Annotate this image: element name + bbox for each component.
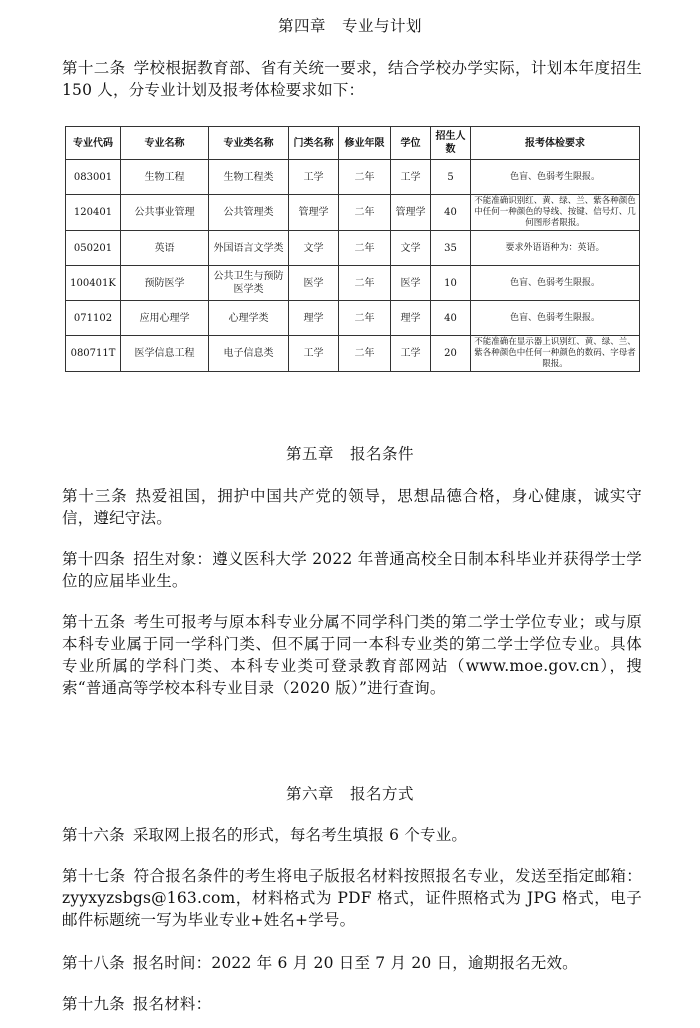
cell-years: 二年 bbox=[339, 266, 391, 301]
article17-text: 符合报名条件的考生将电子版报名材料按照报名专业，发送至指定邮箱：zyyxyzsbgs@163.com，材料格式为 PDF 格式，证件照格式为 JPG 格式，电子邮件标题统一写为毕业专业+姓名+学号。 bbox=[62, 867, 642, 929]
cell-code: 071102 bbox=[66, 301, 121, 336]
article15-label: 第十五条 bbox=[62, 613, 126, 631]
cell-years: 二年 bbox=[339, 195, 391, 231]
article18 bbox=[62, 952, 642, 974]
cell-name: 公共事业管理 bbox=[121, 195, 209, 231]
article19 bbox=[62, 993, 642, 1015]
chapter5-heading: 第五章 报名条件 bbox=[285, 445, 414, 463]
article12-label: 第十二条 bbox=[62, 59, 126, 77]
table-row bbox=[66, 301, 640, 336]
table-row bbox=[66, 160, 640, 195]
table-header-row bbox=[66, 127, 640, 160]
cell-discipline: 医学 bbox=[289, 266, 339, 301]
article14 bbox=[62, 548, 642, 592]
article17 bbox=[62, 865, 642, 931]
cell-code: 050201 bbox=[66, 231, 121, 266]
article17-label: 第十七条 bbox=[62, 867, 126, 885]
cell-category: 心理学类 bbox=[209, 301, 289, 336]
header-category: 专业类名称 bbox=[209, 127, 289, 160]
cell-degree: 医学 bbox=[391, 266, 431, 301]
cell-discipline: 工学 bbox=[289, 160, 339, 195]
article13-text: 热爱祖国，拥护中国共产党的领导，思想品德合格，身心健康，诚实守信，遵纪守法。 bbox=[62, 487, 642, 527]
article18-label: 第十八条 bbox=[62, 954, 125, 972]
cell-requirements: 不能准确识别红、黄、绿、兰、紫各种颜色中任何一种颜色的导线、按键、信号灯、几何图形者限报。 bbox=[471, 195, 640, 231]
cell-requirements: 色盲、色弱考生限报。 bbox=[471, 301, 640, 336]
cell-name: 英语 bbox=[121, 231, 209, 266]
article12 bbox=[62, 57, 642, 101]
article12-text: 学校根据教育部、省有关统一要求，结合学校办学实际，计划本年度招生 150 人，分专业计划及报考体检要求如下： bbox=[62, 59, 642, 99]
cell-quota: 5 bbox=[431, 160, 471, 195]
cell-quota: 40 bbox=[431, 195, 471, 231]
article15 bbox=[62, 611, 642, 699]
cell-category: 电子信息类 bbox=[209, 336, 289, 372]
cell-category: 公共管理类 bbox=[209, 195, 289, 231]
header-quota: 招生人数 bbox=[431, 127, 471, 160]
article14-label: 第十四条 bbox=[62, 550, 126, 568]
cell-code: 080711T bbox=[66, 336, 121, 372]
cell-degree: 工学 bbox=[391, 336, 431, 372]
cell-requirements: 要求外语语种为：英语。 bbox=[471, 231, 640, 266]
chapter6-heading: 第六章 报名方式 bbox=[285, 785, 414, 803]
header-degree: 学位 bbox=[391, 127, 431, 160]
article19-text: 报名材料： bbox=[132, 995, 212, 1013]
table-row bbox=[66, 336, 640, 372]
cell-name: 预防医学 bbox=[121, 266, 209, 301]
article14-text: 招生对象：遵义医科大学 2022 年普通高校全日制本科毕业并获得学士学位的应届毕业生。 bbox=[62, 550, 642, 590]
article16-label: 第十六条 bbox=[62, 826, 125, 844]
cell-years: 二年 bbox=[339, 336, 391, 372]
cell-code: 083001 bbox=[66, 160, 121, 195]
cell-code: 100401K bbox=[66, 266, 121, 301]
cell-requirements: 不能准确在显示器上识别红、黄、绿、兰、紫各种颜色中任何一种颜色的数码、字母者限报。 bbox=[471, 336, 640, 372]
cell-discipline: 文学 bbox=[289, 231, 339, 266]
cell-degree: 理学 bbox=[391, 301, 431, 336]
article15-text: 考生可报考与原本科专业分属不同学科门类的第二学士学位专业；或与原本科专业属于同一学科门类、但不属于同一本科专业类的第二学士学位专业。具体专业所属的学科门类、本科专业类可登录教育部网站（www.moe.gov.cn），搜索“普通高等学校本科专业目录（2020 版）”进行查询。 bbox=[62, 613, 642, 697]
cell-quota: 20 bbox=[431, 336, 471, 372]
article13 bbox=[62, 485, 642, 529]
cell-degree: 工学 bbox=[391, 160, 431, 195]
cell-name: 医学信息工程 bbox=[121, 336, 209, 372]
article19-label: 第十九条 bbox=[62, 995, 125, 1013]
header-name: 专业名称 bbox=[121, 127, 209, 160]
header-code: 专业代码 bbox=[66, 127, 121, 160]
cell-quota: 40 bbox=[431, 301, 471, 336]
cell-years: 二年 bbox=[339, 301, 391, 336]
table-row bbox=[66, 266, 640, 301]
header-discipline: 门类名称 bbox=[289, 127, 339, 160]
article18-text: 报名时间：2022 年 6 月 20 日至 7 月 20 日，逾期报名无效。 bbox=[132, 954, 578, 972]
cell-discipline: 管理学 bbox=[289, 195, 339, 231]
header-years: 修业年限 bbox=[339, 127, 391, 160]
cell-category: 公共卫生与预防医学类 bbox=[209, 266, 289, 301]
header-requirements: 报考体检要求 bbox=[471, 127, 640, 160]
chapter4-heading: 第四章 专业与计划 bbox=[277, 17, 422, 35]
majors-table-container bbox=[65, 126, 639, 372]
cell-years: 二年 bbox=[339, 231, 391, 266]
article13-label: 第十三条 bbox=[62, 487, 128, 505]
cell-quota: 10 bbox=[431, 266, 471, 301]
cell-requirements: 色盲、色弱考生限报。 bbox=[471, 266, 640, 301]
cell-quota: 35 bbox=[431, 231, 471, 266]
cell-discipline: 工学 bbox=[289, 336, 339, 372]
cell-name: 生物工程 bbox=[121, 160, 209, 195]
table-row bbox=[66, 195, 640, 231]
article16 bbox=[62, 824, 642, 846]
cell-discipline: 理学 bbox=[289, 301, 339, 336]
table-row bbox=[66, 231, 640, 266]
cell-category: 外国语言文学类 bbox=[209, 231, 289, 266]
cell-degree: 文学 bbox=[391, 231, 431, 266]
article16-text: 采取网上报名的形式，每名考生填报 6 个专业。 bbox=[132, 826, 468, 844]
cell-degree: 管理学 bbox=[391, 195, 431, 231]
majors-table bbox=[65, 126, 640, 372]
cell-years: 二年 bbox=[339, 160, 391, 195]
cell-code: 120401 bbox=[66, 195, 121, 231]
cell-requirements: 色盲、色弱考生限报。 bbox=[471, 160, 640, 195]
cell-name: 应用心理学 bbox=[121, 301, 209, 336]
cell-category: 生物工程类 bbox=[209, 160, 289, 195]
